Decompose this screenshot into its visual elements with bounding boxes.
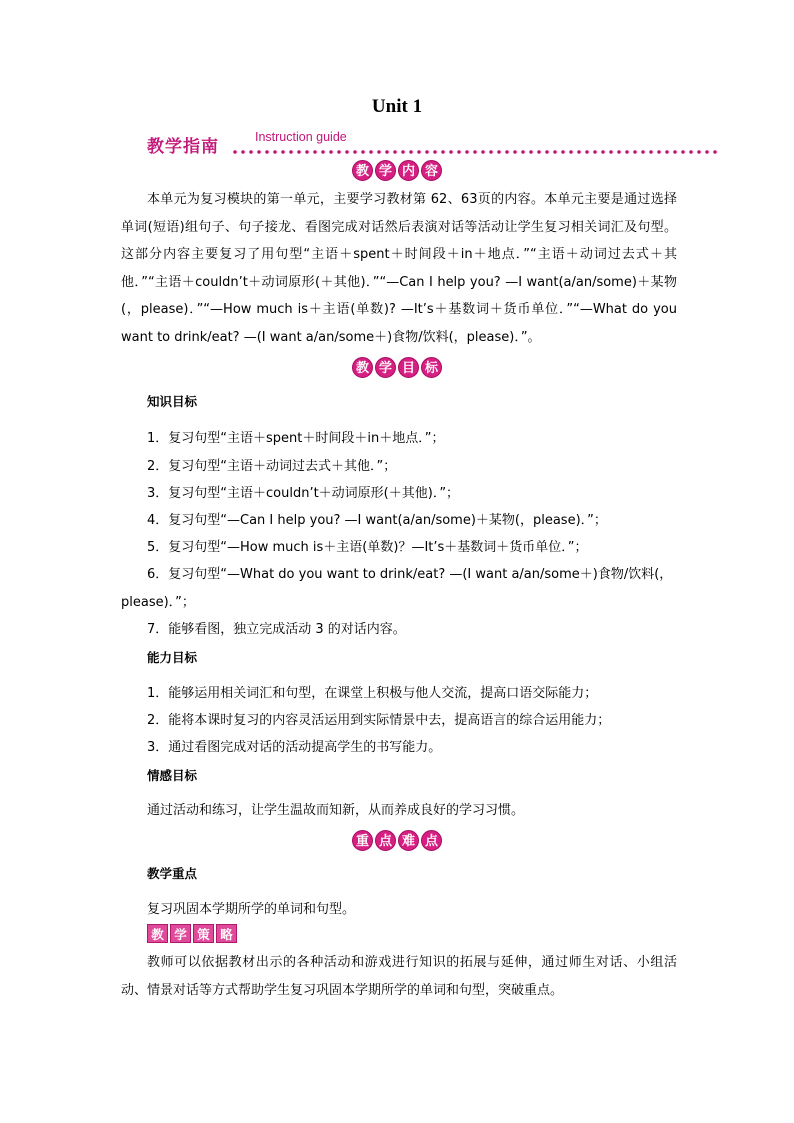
label-char: 点	[421, 830, 442, 851]
emotion-heading: 情感目标	[147, 768, 198, 783]
ability-item: 1．能够运用相关词汇和句型，在课堂上积极与他人交流，提高口语交际能力；	[147, 686, 598, 701]
guide-title-en: Instruction guide	[255, 130, 347, 144]
label-char: 学	[170, 924, 191, 943]
strategy-paragraph-block	[121, 949, 677, 1004]
knowledge-item: 1．复习句型“主语＋spent＋时间段＋in＋地点．”；	[147, 431, 445, 446]
content-paragraph-block	[121, 186, 677, 351]
knowledge-item-continued: please)．”；	[121, 595, 195, 610]
label-char: 点	[375, 830, 396, 851]
instruction-guide-banner	[147, 128, 717, 158]
knowledge-item: 2．复习句型“主语＋动词过去式＋其他．”；	[147, 459, 397, 474]
emotion-text: 通过活动和练习，让学生温故而知新，从而养成良好的学习习惯。	[147, 803, 525, 818]
label-char: 容	[421, 160, 442, 181]
unit-title: Unit 1	[371, 96, 423, 117]
knowledge-item: 3．复习句型“主语＋couldn’t＋动词原形(＋其他)．”；	[147, 486, 460, 501]
label-char: 教	[147, 924, 168, 943]
ability-item: 3．通过看图完成对话的活动提高学生的书写能力。	[147, 740, 442, 755]
label-char: 策	[193, 924, 214, 943]
knowledge-item: 7．能够看图，独立完成活动 3 的对话内容。	[147, 622, 406, 637]
knowledge-heading: 知识目标	[147, 394, 198, 409]
keypoints-text: 复习巩固本学期所学的单词和句型。	[147, 902, 356, 917]
section-label-goals	[0, 357, 794, 379]
strategy-paragraph: 教师可以依据教材出示的各种活动和游戏进行知识的拓展与延伸，通过师生对话、小组活动、情景对话等方式帮助学生复习巩固本学期所学的单词和句型，突破重点。	[121, 955, 677, 998]
label-char: 略	[216, 924, 237, 943]
label-char: 目	[398, 357, 419, 378]
label-char: 难	[398, 830, 419, 851]
label-char: 学	[375, 160, 396, 181]
content-paragraph: 本单元为复习模块的第一单元，主要学习教材第 62、63页的内容。本单元主要是通过选择单词(短语)组句子、句子接龙、看图完成对话然后表演对话等活动让学生复习相关词汇及句型。这部分内容主要复习了用句型“主语＋spent＋时间段＋in＋地点．”“主语＋动词过去式＋其他．”“主语＋couldn’t＋动词原形(＋其他)．”“—Can I help you? —I want(a/an/some)＋某物(，please)．”“—How much is＋主语(单数)? —It’s＋基数词＋货币单位．”“—What do you want to drink/eat? —(I want a/an/some＋)食物/饮料(，please)．”。	[121, 192, 677, 345]
label-char: 教	[352, 357, 373, 378]
label-char: 内	[398, 160, 419, 181]
label-char: 学	[375, 357, 396, 378]
ability-heading: 能力目标	[147, 650, 198, 665]
dotted-divider	[231, 149, 717, 155]
keypoints-heading: 教学重点	[147, 866, 198, 881]
section-label-strategy	[147, 924, 239, 943]
section-label-keypoints	[0, 830, 794, 852]
label-char: 标	[421, 357, 442, 378]
ability-item: 2．能将本课时复习的内容灵活运用到实际情景中去，提高语言的综合运用能力；	[147, 713, 611, 728]
label-char: 教	[352, 160, 373, 181]
knowledge-item: 4．复习句型“—Can I help you? —I want(a/an/some)＋某物(，please)．”；	[147, 513, 607, 528]
knowledge-item: 6．复习句型“—What do you want to drink/eat? —(I want a/an/some＋)食物/饮料(，	[147, 567, 673, 582]
section-label-content	[0, 160, 794, 182]
knowledge-item: 5．复习句型“—How much is＋主语(单数)？—It’s＋基数词＋货币单位．”；	[147, 540, 588, 555]
label-char: 重	[352, 830, 373, 851]
guide-title-cn: 教学指南	[147, 137, 219, 157]
